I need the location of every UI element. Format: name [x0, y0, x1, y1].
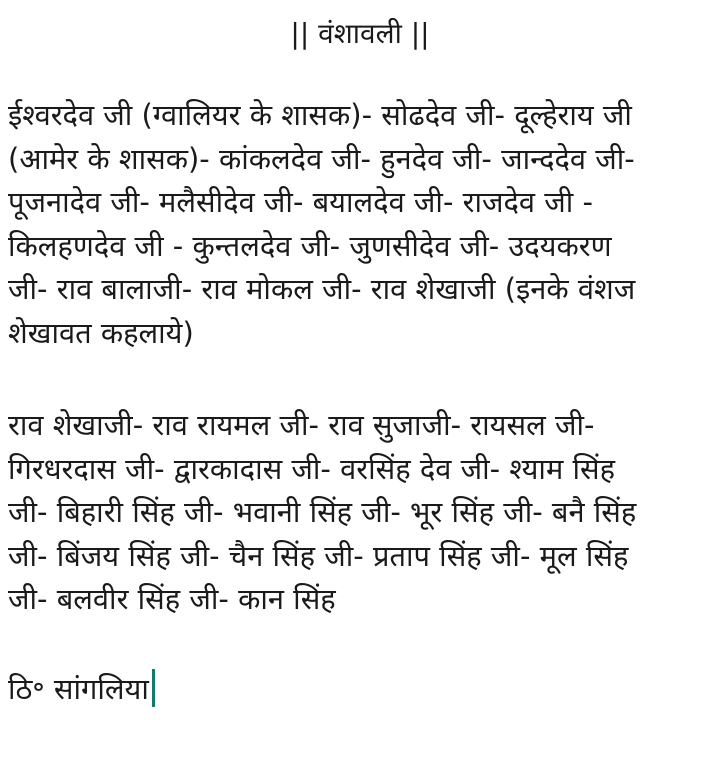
document-title: || वंशावली ||: [290, 17, 430, 50]
location-text: ठि॰ सांगलिया: [8, 672, 149, 706]
paragraph-lineage-1: ईश्वरदेव जी (ग्वालियर के शासक)- सोढदेव जी- दूल्हेराय जी (आमेर के शासक)- कांकलदेव जी- हुनदेव जी- जान्ददेव जी- पूजनादेव जी- मलैसीदेव जी- बयालदेव जी- राजदेव जी - किलहणदेव जी - कुन्तलदेव जी- जुणसीदेव जी- उदयकरण जी- राव बालाजी- राव मोकल जी- राव शेखाजी (इनके वंशज शेखावत कहलाये): [8, 98, 636, 350]
text-cursor: [152, 669, 155, 707]
paragraph-lineage-2: राव शेखाजी- राव रायमल जी- राव सुजाजी- रायसल जी- गिरधरदास जी- द्वारकादास जी- वरसिंह देव जी- श्याम सिंह जी- बिहारी सिंह जी- भवानी सिंह जी- भूर सिंह जी- बनै सिंह जी- बिंजय सिंह जी- चैन सिंह जी- प्रताप सिंह जी- मूल सिंह जी- बलवीर सिंह जी- कान सिंह: [8, 408, 637, 616]
paragraph-location: [8, 668, 713, 712]
